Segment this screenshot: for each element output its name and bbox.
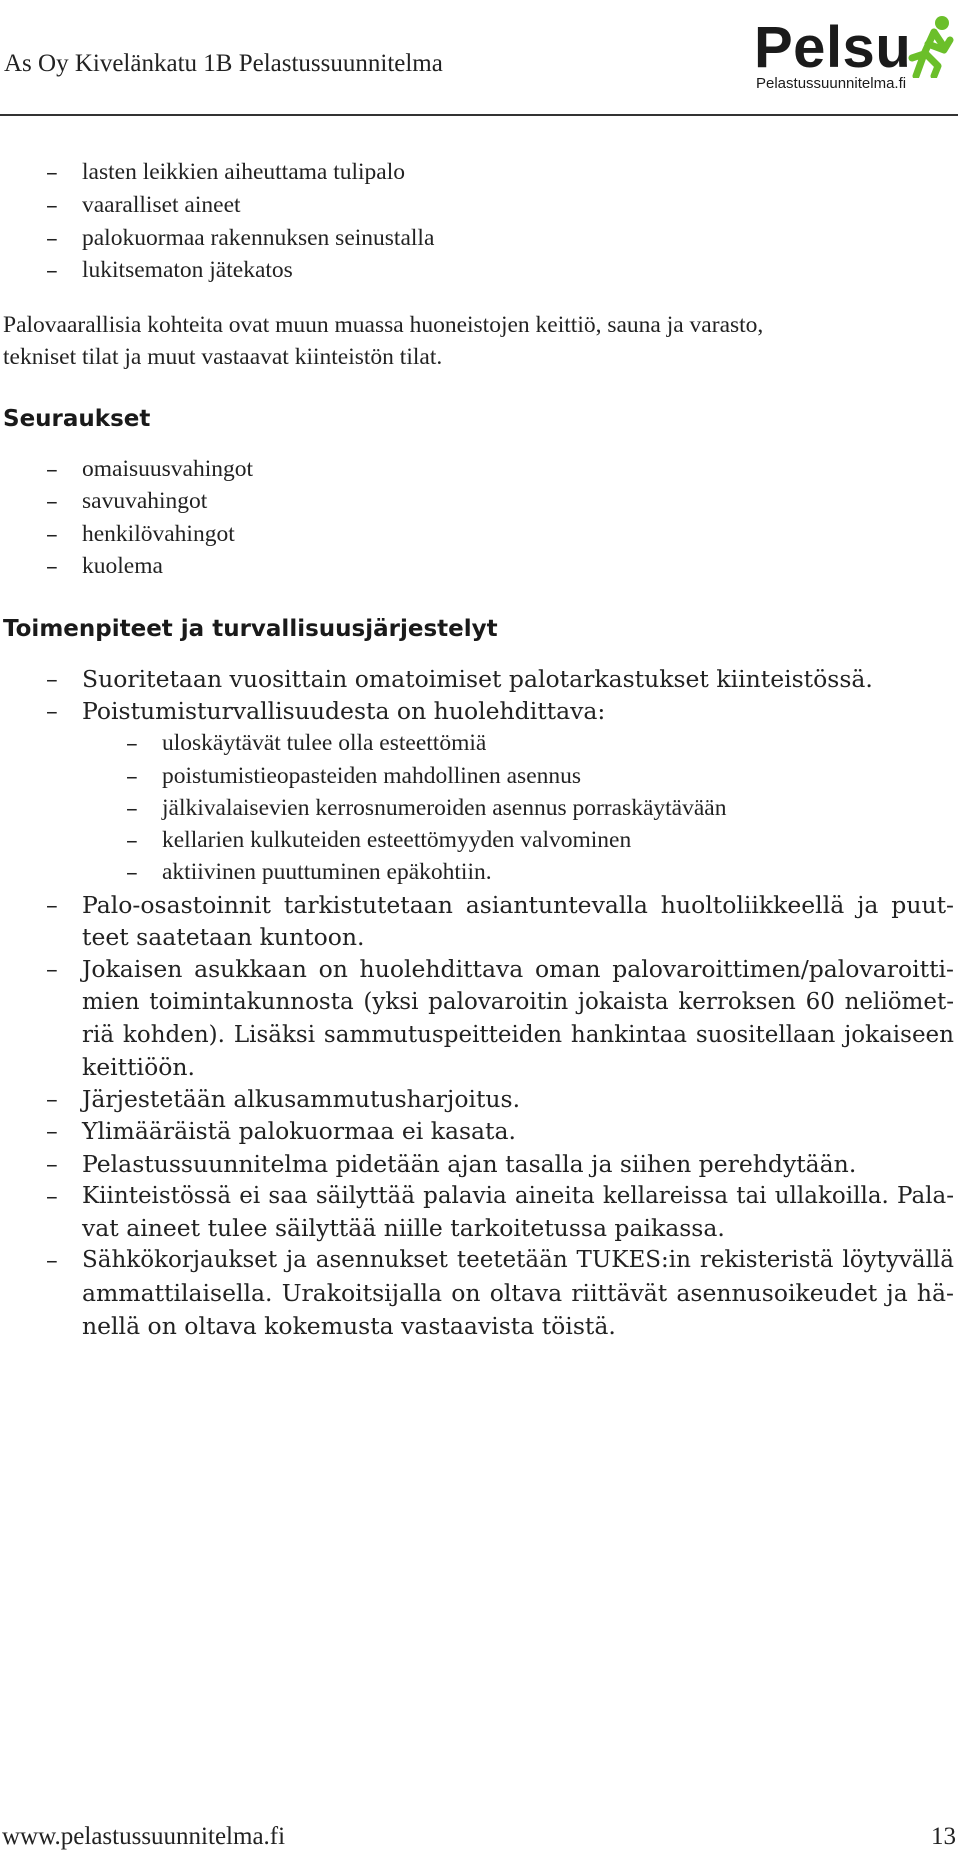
dash-bullet: – — [126, 858, 138, 886]
list-item-text: Suoritetaan vuosittain omatoimiset palotarkastukset kiinteistössä. — [82, 665, 873, 693]
list-item-text: teet saatetaan kuntoon. — [82, 923, 365, 951]
dash-bullet: – — [46, 552, 58, 580]
list-item-text: lasten leikkien aiheuttama tulipalo — [82, 159, 406, 185]
document-title: As Oy Kivelänkatu 1B Pelastussuunnitelma — [4, 50, 443, 77]
list-item-text: mien toimintakunnosta (yksi palovaroitin jokaista kerroksen 60 neliömet- — [82, 989, 954, 1015]
list-item-text: aktiivinen puuttuminen epäkohtiin. — [162, 859, 492, 885]
section-heading-consequences: Seuraukset — [3, 406, 151, 432]
paragraph-line: Palovaarallisia kohteita ovat muun muassa huoneistojen keittiö, sauna ja varasto, — [3, 312, 764, 338]
list-item-text: palokuormaa rakennuksen seinustalla — [82, 225, 435, 251]
dash-bullet: – — [126, 826, 138, 854]
list-item-text: Palo-osastoinnit tarkistutetaan asiantuntevalla huoltoliikkeellä ja puut- — [82, 891, 954, 919]
dash-bullet: – — [46, 520, 58, 548]
list-item-text: uloskäytävät tulee olla esteettömiä — [162, 730, 487, 756]
list-item-text: Järjestetään alkusammutusharjoitus. — [82, 1085, 521, 1113]
page-number: 13 — [931, 1823, 956, 1850]
dash-bullet: – — [46, 697, 58, 725]
dash-bullet: – — [46, 158, 58, 186]
dash-bullet: – — [46, 455, 58, 483]
list-item-text: ammattilaisella. Urakoitsijalla on oltava riittävät asennusoikeudet ja hä- — [82, 1279, 954, 1307]
list-item-text: kellarien kulkuteiden esteettömyyden valvominen — [162, 827, 632, 853]
logo-subtitle: Pelastussuunnitelma.fi — [756, 75, 907, 92]
dash-bullet: – — [126, 729, 138, 757]
dash-bullet: – — [46, 1085, 58, 1113]
list-item-text: henkilövahingot — [82, 521, 235, 547]
logo-wordmark: Pelsu — [754, 15, 912, 80]
dash-bullet: – — [46, 224, 58, 252]
paragraph-line: tekniset tilat ja muut vastaavat kiinteistön tilat. — [3, 344, 443, 370]
list-item-text: kuolema — [82, 553, 163, 579]
list-item-text: vat aineet tulee säilyttää niille tarkoitetussa paikassa. — [82, 1214, 725, 1242]
dash-bullet: – — [126, 794, 138, 822]
dash-bullet: – — [46, 1117, 58, 1145]
dash-bullet: – — [46, 256, 58, 284]
list-item-text: lukitsematon jätekatos — [82, 257, 293, 283]
dash-bullet: – — [46, 1182, 58, 1210]
list-item-text: riä kohden). Lisäksi sammutuspeitteiden hankintaa suositellaan jokaiseen — [82, 1022, 954, 1048]
list-item-text: vaaralliset aineet — [82, 192, 241, 218]
footer-website-url: www.pelastussuunnitelma.fi — [2, 1823, 286, 1850]
list-item-text: Jokaisen asukkaan on huolehdittava oman palovaroittimen/palovaroitti- — [82, 955, 954, 983]
list-item-text: omaisuusvahingot — [82, 456, 254, 482]
list-item-text: savuvahingot — [82, 488, 208, 514]
list-item-text: Kiinteistössä ei saa säilyttää palavia aineita kellareissa tai ullakoilla. Pala- — [82, 1183, 954, 1209]
dash-bullet: – — [46, 191, 58, 219]
list-item-text: Ylimääräistä palokuormaa ei kasata. — [82, 1117, 516, 1145]
dash-bullet: – — [46, 891, 58, 919]
list-item-text: Sähkökorjaukset ja asennukset teetetään TUKES:in rekisteristä löytyvällä — [82, 1247, 954, 1273]
dash-bullet: – — [46, 487, 58, 515]
list-item-text: jälkivalaisevien kerrosnumeroiden asennus porraskäytävään — [162, 795, 727, 821]
list-item-text: nellä on oltava kokemusta vastaavista töistä. — [82, 1312, 616, 1340]
list-item-text: keittiöön. — [82, 1053, 195, 1081]
list-item-text: Pelastussuunnitelma pidetään ajan tasalla ja siihen perehdytään. — [82, 1150, 857, 1178]
dash-bullet: – — [46, 955, 58, 983]
pelsu-logo — [754, 14, 960, 104]
dash-bullet: – — [46, 665, 58, 693]
list-item-text: poistumistieopasteiden mahdollinen asennus — [162, 763, 582, 789]
dash-bullet: – — [46, 1150, 58, 1178]
list-item-text: Poistumisturvallisuudesta on huolehdittava: — [82, 697, 606, 725]
page-header — [0, 0, 960, 116]
header-divider — [0, 114, 958, 116]
dash-bullet: – — [46, 1246, 58, 1274]
dash-bullet: – — [126, 762, 138, 790]
section-heading-measures: Toimenpiteet ja turvallisuusjärjestelyt — [3, 616, 498, 642]
running-figure-icon — [904, 14, 960, 78]
